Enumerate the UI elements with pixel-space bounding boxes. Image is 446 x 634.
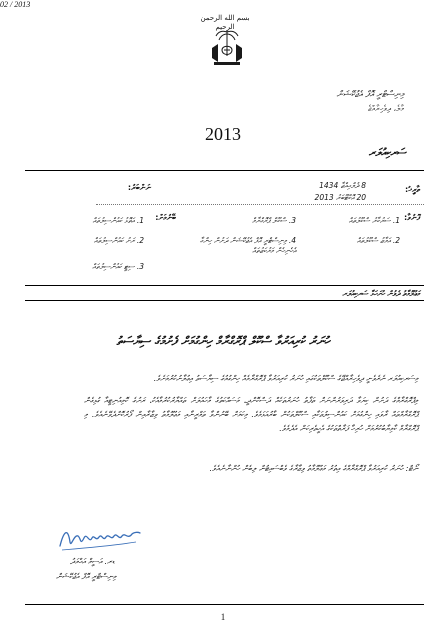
to-item: 1. އަތޮޅު ކައުންސިލުތައް (92, 216, 144, 225)
document-year: 2013 (205, 124, 241, 144)
to-label: ބޭނުމަށް: (155, 213, 176, 222)
to-item: 2. ރަށު ކައުންސިލުތައް (93, 236, 144, 245)
page-number: 1 (220, 612, 226, 622)
to-item: 3. ސިޓީ ކައުންސިލުތައް (92, 262, 144, 271)
office-name: މިނިސްޓްރީ އޮފް އެޖުކޭޝަން (336, 90, 404, 100)
subject-divider (25, 300, 424, 301)
date-hijri: 8 ޛުލްޙިއްޖާ 1434 (319, 181, 366, 190)
from-item: 3. ސްކޫލް ޕްރޮގްރާމް (252, 216, 296, 225)
from-item: 1. ސަރުކާރު ސްކޫލުތައް (348, 216, 400, 225)
signer-office: މިނިސްޓްރީ އޮފް އެޖުކޭޝަން (56, 572, 117, 581)
circular-heading: ހުނަރު ކުރިއަރުވާ ސްކޫލް ޕްރޮގްރާމް ހިންގުމަށް ފެށުމުގެ ސިޔާސަތު (116, 334, 330, 348)
subject-line: މަޢުލޫމާތު ދެވުން ހުށަހަޅާ ސަރކިއުލަރ (342, 289, 420, 298)
body-paragraph: މިޕްރޮގްރާމްގެ ދަށުން ކިޔަވާ ދަރިވަރުންނަށް ތަފާތު ހުނަރުތަކެއް ދަސްކޮށްދީ، މަސައްކަތުގެ މާހައުލަށް ތައްޔާރުކުރުމާއެކު، ރަށުގެ ކޮމިއުނިޓީއާ ގުޅިގެން ޕްރޮގްރާމްތައް ރާވައި ހިންގުމަށް ކައުންސިލުތަކާއި ސްކޫލްތަކުން ބާރުއަޅަމެވެ. މިކަމަށް ބޭނުންވާ ތަމްރީނާއި މަޢުލޫމާތު ވިޒާރާއިން ފޯރުކޮށްދެވޭނެއެވެ. މި ޕްރޮގްރާމް ކާމިޔާބުކުރުމަށް ހުރިހާ ފަރާތްތަކުގެ އެހީތެރިކަން އެދެމެވެ. (84, 396, 418, 434)
date-gregorian: 20 އޮކްޓޫބަރު 2013 (314, 193, 366, 202)
signer-name: ޑރ. އަސީމް އަޙްމަދު (70, 557, 115, 566)
body-paragraph: ނޯޓް: ހުނަރު ކުރިއަރުވާ ޕްރޮގްރާމްގެ އިތުރު މަޢުލޫމާތު ވިޒާރާގެ ވެބްސައިޓުން ލިބެން ހުންނާނެއެވެ. (209, 464, 418, 473)
footer-divider (25, 604, 424, 605)
body-paragraph: މިސަރކިއުލަރ ނެރެވެނީ ދިވެހިރާއްޖޭގެ ސްކޫލްތަކުގައި ހުނަރު ކުރިއަރުވާ ޕްރޮގްރާމެއް ހިންގުމުގެ ސިޔާސަތު އިޢުލާނުކުރުމަށެވެ. (153, 374, 418, 383)
document-type-title: ސަރކިއުލަރ (368, 146, 406, 159)
meta-divider (96, 204, 424, 205)
from-item: 4. މިނިސްޓްރީ އޮފް އެޖުކޭޝަން ދަށުން ހިންގާ އެހެނިހެން މަރުކަޒުތައް (199, 236, 296, 255)
number-label: ނަންބަރު: (127, 183, 151, 192)
signature-icon (56, 524, 144, 554)
recipients-divider (25, 285, 424, 286)
national-emblem-icon (210, 26, 244, 70)
from-item: 2. އަމާޒު ސްކޫލުތައް (356, 236, 400, 245)
date-label: ތާރީޚު: (405, 185, 420, 194)
document-number: 02 / 2013 (0, 0, 31, 9)
office-location: މާލެ، ދިވެހިރާއްޖެ (367, 104, 404, 113)
bismillah-calligraphy: بسم الله الرحمن الرحيم (200, 14, 250, 31)
top-divider (25, 170, 424, 171)
from-label: ފޮނުވާ: (403, 213, 420, 222)
